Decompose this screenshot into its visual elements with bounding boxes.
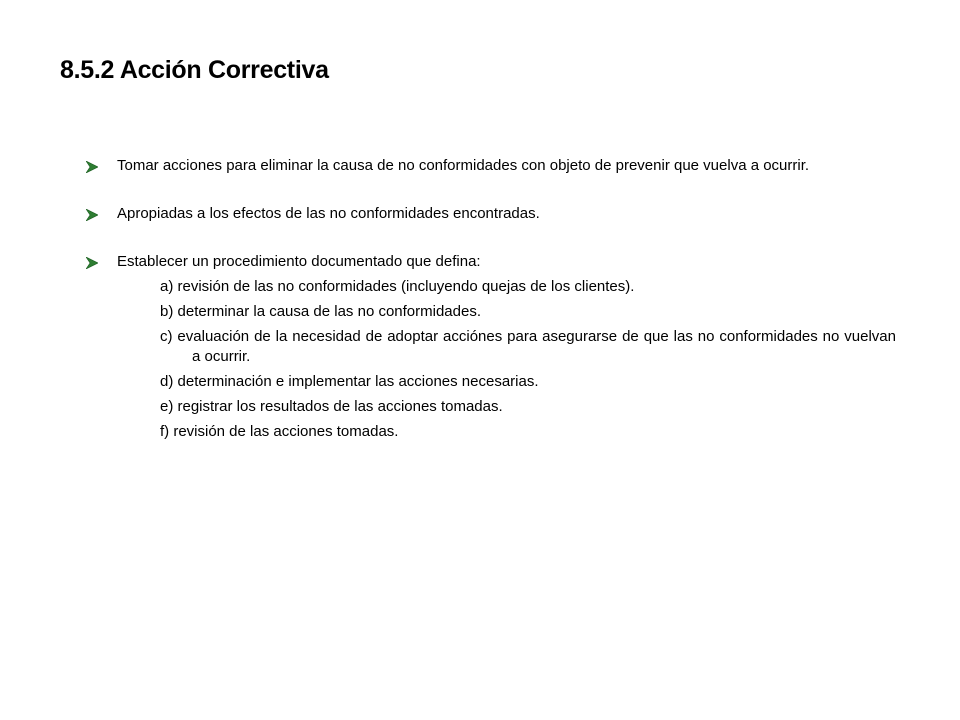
bullet-item-1 bbox=[86, 156, 896, 176]
arrowhead-bullet-icon bbox=[86, 209, 98, 221]
slide-title: 8.5.2 Acción Correctiva bbox=[60, 56, 329, 84]
sub-item-d: d) determinación e implementar las acciones necesarias. bbox=[160, 373, 539, 390]
bullet-list bbox=[86, 156, 896, 442]
procedure-sub-list bbox=[117, 277, 896, 442]
sub-item-c: c) evaluación de la necesidad de adoptar acciónes para asegurarse de que las no conformidades no vuelvan a ocurrir. bbox=[160, 328, 896, 365]
bullet-item-3 bbox=[86, 252, 896, 442]
sub-item-f: f) revisión de las acciones tomadas. bbox=[160, 423, 399, 440]
sub-item-b: b) determinar la causa de las no conformidades. bbox=[160, 303, 482, 320]
arrowhead-bullet-icon bbox=[86, 257, 98, 269]
bullet-text: Tomar acciones para eliminar la causa de no conformidades con objeto de prevenir que vuelva a ocurrir. bbox=[117, 157, 810, 174]
bullet-item-2 bbox=[86, 204, 896, 224]
bullet-text: Apropiadas a los efectos de las no conformidades encontradas. bbox=[117, 205, 540, 222]
arrowhead-bullet-icon bbox=[86, 161, 98, 173]
bullet-text: Establecer un procedimiento documentado que defina: bbox=[117, 253, 481, 270]
sub-item-a: a) revisión de las no conformidades (incluyendo quejas de los clientes). bbox=[160, 278, 635, 295]
sub-item-e: e) registrar los resultados de las acciones tomadas. bbox=[160, 398, 503, 415]
